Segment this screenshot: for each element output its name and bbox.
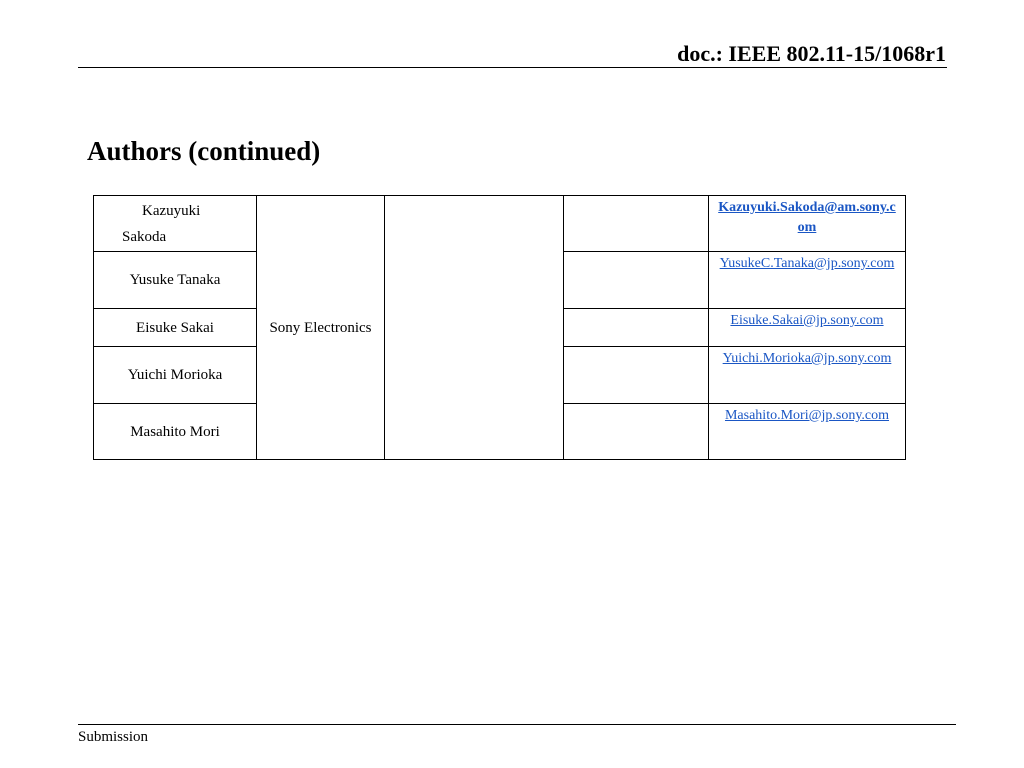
slide-title: Authors (continued): [87, 136, 321, 166]
email-link[interactable]: Kazuyuki.Sakoda@am.sony.com: [718, 200, 896, 235]
table-row: [94, 196, 906, 252]
email-cell: [709, 404, 906, 460]
footer-divider: [78, 724, 956, 725]
email-cell: [709, 309, 906, 347]
phone-cell: [564, 196, 709, 252]
email-cell: [709, 196, 906, 252]
address-cell: [385, 196, 564, 460]
affiliation-cell: [257, 196, 385, 460]
phone-cell: [564, 252, 709, 309]
author-first-name: Kazuyuki: [142, 202, 201, 219]
authors-table: [93, 195, 906, 460]
email-link[interactable]: Eisuke.Sakai@jp.sony.com: [730, 313, 884, 328]
header-divider: [78, 67, 947, 68]
email-link[interactable]: Yuichi.Morioka@jp.sony.com: [722, 351, 892, 366]
author-name-cell: Yuichi Morioka: [94, 347, 257, 404]
affiliation-text: Sony Electronics: [269, 319, 372, 336]
email-link[interactable]: YusukeC.Tanaka@jp.sony.com: [719, 256, 895, 271]
footer-submission-label: Submission: [78, 729, 149, 745]
document-id: doc.: IEEE 802.11-15/1068r1: [677, 41, 946, 66]
author-name-cell: Eisuke Sakai: [94, 309, 257, 347]
author-name-cell: Masahito Mori: [94, 404, 257, 460]
phone-cell: [564, 309, 709, 347]
phone-cell: [564, 404, 709, 460]
author-name-cell: [94, 196, 257, 252]
email-cell: [709, 252, 906, 309]
email-link[interactable]: Masahito.Mori@jp.sony.com: [724, 408, 890, 423]
author-last-name: Sakoda: [122, 228, 167, 245]
phone-cell: [564, 347, 709, 404]
author-name-cell: Yusuke Tanaka: [94, 252, 257, 309]
email-cell: [709, 347, 906, 404]
